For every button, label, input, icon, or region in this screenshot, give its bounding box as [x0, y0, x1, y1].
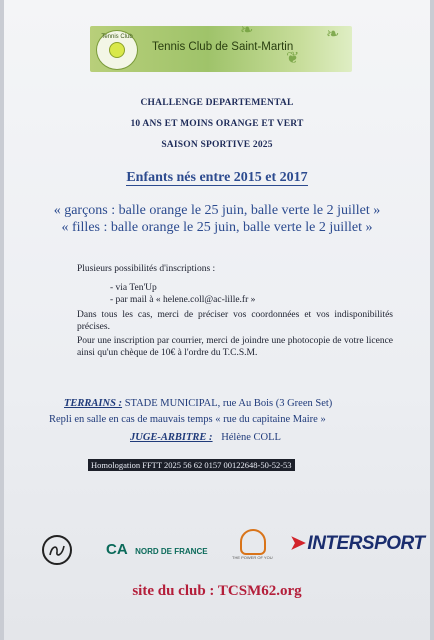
inscription-option-tenup: - via Ten'Up: [110, 283, 157, 293]
subtitle-birth-years: [4, 170, 430, 186]
sponsor-circle-logo-icon: [42, 535, 72, 565]
terrains-value: STADE MUNICIPAL, rue Au Bois (3 Green Set): [124, 398, 333, 409]
terrains-label: TERRAINS :: [64, 398, 123, 409]
juge-line: [130, 432, 281, 443]
inscriptions-intro: Plusieurs possibilités d'inscriptions :: [77, 264, 216, 274]
leaf-icon: ❧: [326, 26, 340, 43]
inscriptions-para2: Pour une inscription par courrier, merci de joindre une photocopie de votre licence ainsi qu'un chèque de 10€ à l'ordre du T.C.S.M.: [77, 336, 393, 358]
tennis-ball-icon: [109, 42, 125, 58]
ca-region: NORD DE FRANCE: [135, 547, 208, 556]
dates-garcons: « garçons : balle orange le 25 juin, balle verte le 2 juillet »: [53, 203, 381, 218]
club-logo: [96, 30, 138, 70]
head-tagline: THE POWER OF YOU: [232, 555, 273, 560]
leaf-icon: ❧: [240, 22, 254, 39]
repli-line: Repli en salle en cas de mauvais temps « rue du capitaine Maire »: [49, 414, 326, 425]
dates-filles: « filles : balle orange le 25 juin, balle verte le 2 juillet »: [61, 220, 373, 235]
terrains-line: [64, 398, 332, 409]
title-season: SAISON SPORTIVE 2025: [161, 140, 273, 150]
inscriptions-para1: Dans tous les cas, merci de préciser vos coordonnées et vos indisponibilités précises.: [77, 310, 393, 332]
title-challenge: CHALLENGE DEPARTEMENTAL: [140, 98, 294, 108]
juge-label: JUGE-ARBITRE :: [130, 432, 213, 443]
ca-logo-mark: CA: [106, 541, 128, 558]
club-website: site du club : TCSM62.org: [132, 583, 302, 599]
leaf-icon: ❦: [286, 50, 300, 67]
homologation-bar: Homologation FFTT 2025 56 62 0157 00122648-50-52-53: [88, 459, 295, 471]
intersport-wordmark: INTERSPORT: [307, 533, 425, 554]
subtitle-text: Enfants nés entre 2015 et 2017: [126, 170, 308, 185]
swirl-icon: [44, 537, 70, 563]
juge-value: Hélène COLL: [221, 432, 281, 443]
inscription-option-mail: - par mail à « helene.coll@ac-lille.fr »: [110, 295, 256, 305]
club-name: Tennis Club de Saint-Martin: [152, 41, 294, 53]
sponsor-credit-agricole: [106, 541, 208, 559]
flyer-sheet: [4, 0, 430, 640]
title-category: 10 ANS ET MOINS ORANGE ET VERT: [130, 119, 304, 129]
sponsor-intersport: [290, 532, 425, 555]
logo-text: Tennis Club: [101, 34, 133, 40]
club-banner: [90, 22, 352, 72]
intersport-arrow-icon: ➤: [290, 533, 306, 554]
sponsor-head-logo-icon: [240, 529, 266, 555]
